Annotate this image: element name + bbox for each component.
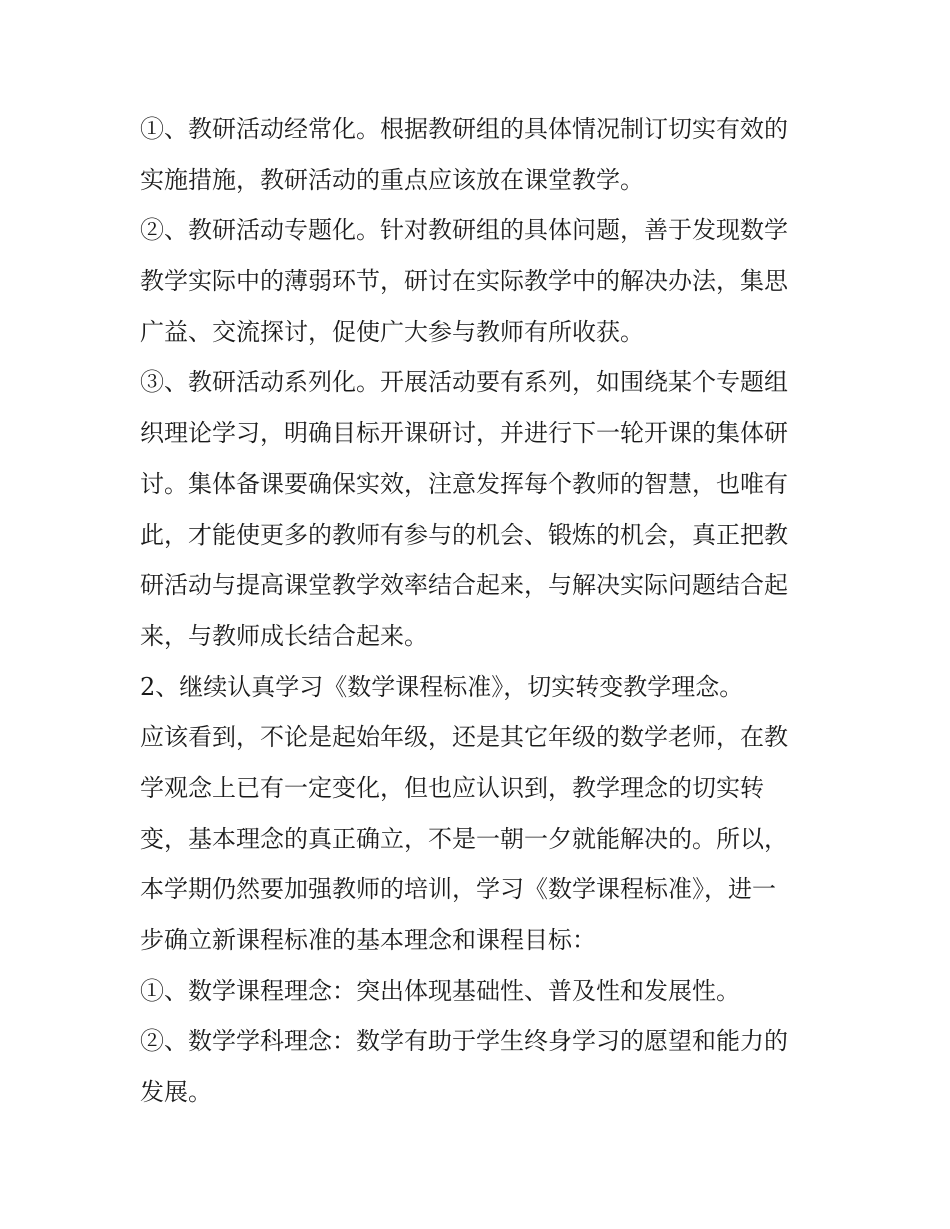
text-line: ①、教研活动经常化。根据教研组的具体情况制订切实有效的 [140,115,788,143]
document-body [140,104,820,1118]
text-line: 本学期仍然要加强教师的培训，学习《数学课程标准》，进一 [140,875,776,904]
text-line: 步确立新课程标准的基本理念和课程目标： [140,926,596,954]
text-line: 织理论学习，明确目标开课研讨，并进行下一轮开课的集体研 [140,419,788,448]
text-line: ①、数学课程理念：突出体现基础性、普及性和发展性。 [140,976,740,1005]
text-line: 研活动与提高课堂教学效率结合起来，与解决实际问题结合起 [140,571,788,600]
text-line: 变，基本理念的真正确立，不是一朝一夕就能解决的。所以， [140,824,788,853]
text-line: 来，与教师成长结合起来。 [140,621,428,650]
section-heading: 2、继续认真学习《数学课程标准》，切实转变教学理念。 [140,672,744,701]
text-line: 实施措施，教研活动的重点应该放在课堂教学。 [140,165,644,194]
text-line: 广益、交流探讨，促使广大参与教师有所收获。 [140,317,644,346]
text-line: 学观念上已有一定变化，但也应认识到，教学理念的切实转 [140,773,764,802]
text-line: ②、教研活动专题化。针对教研组的具体问题，善于发现数学 [140,216,788,245]
text-line: ②、数学学科理念：数学有助于学生终身学习的愿望和能力的 [140,1027,788,1056]
text-line: 此，才能使更多的教师有参与的机会、锻炼的机会，真正把教 [140,520,788,549]
text-line: ③、教研活动系列化。开展活动要有系列，如围绕某个专题组 [140,368,788,397]
text-line: 教学实际中的薄弱环节，研讨在实际教学中的解决办法，集思 [140,267,788,296]
text-line: 应该看到，不论是起始年级，还是其它年级的数学老师，在教 [140,723,788,752]
text-line: 讨。集体备课要确保实效，注意发挥每个教师的智慧，也唯有 [140,469,788,498]
text-line: 发展。 [140,1078,212,1107]
